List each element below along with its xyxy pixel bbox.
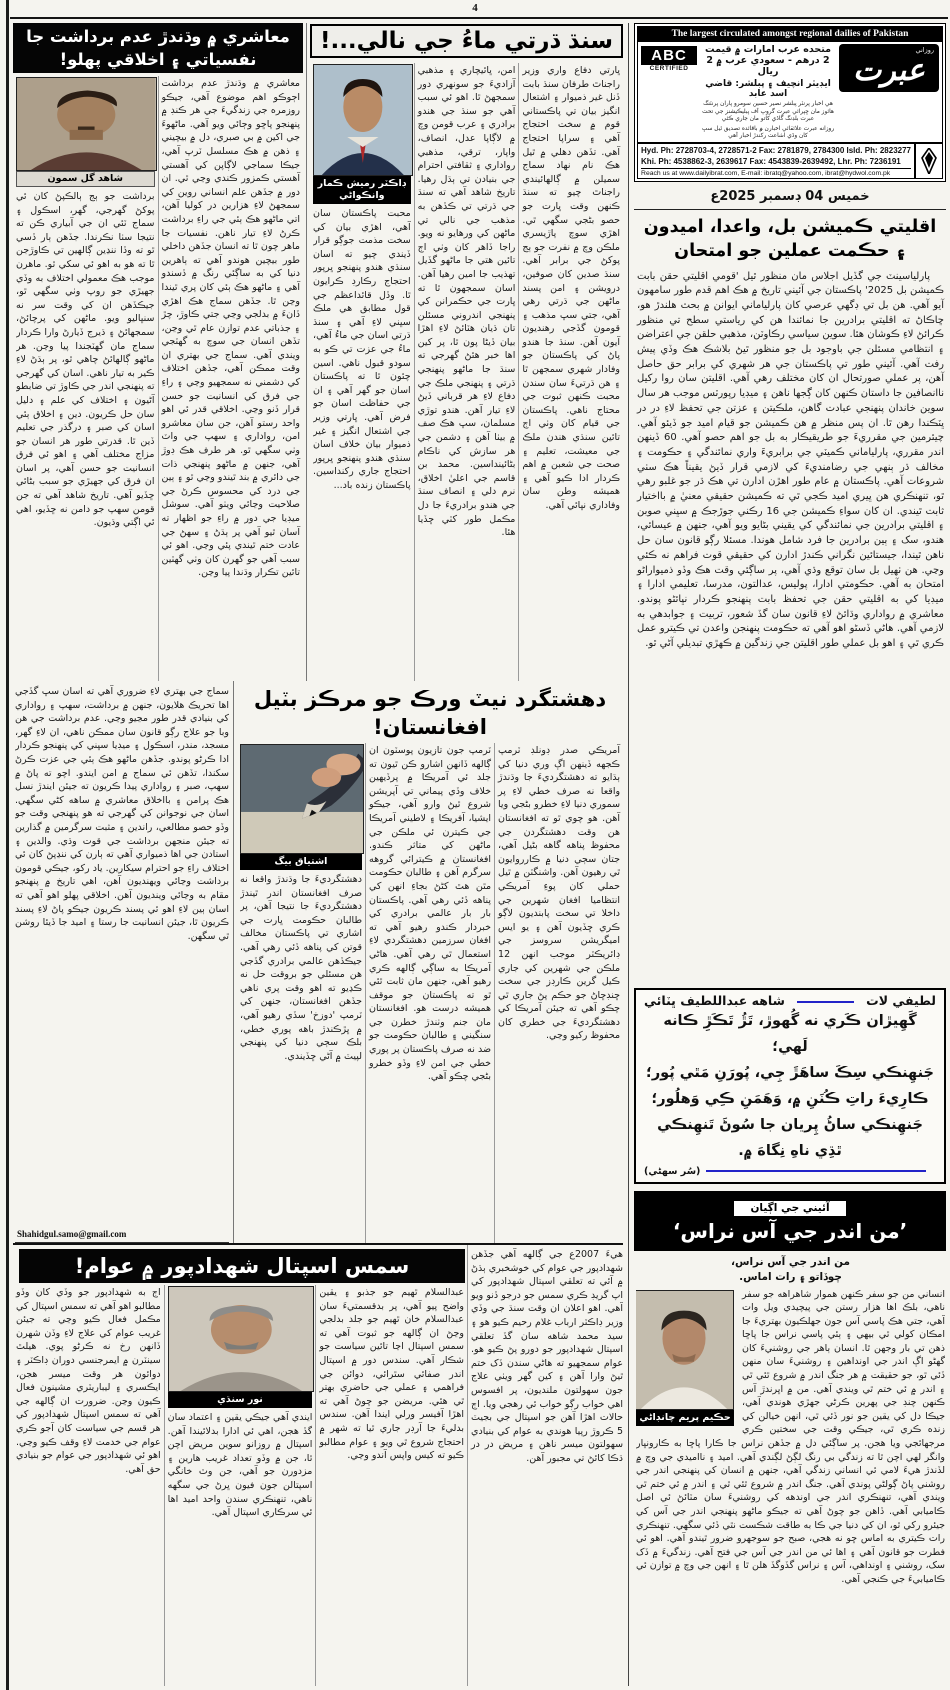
poem-attribution: (سُر سهڻي) (644, 1165, 701, 1177)
author-photo-ramesh (313, 64, 413, 176)
masthead-phones-1: Hyd. Ph: 2728703-4, 2728571-2 Fax: 2781879, 2784300 Isld. Ph: 2823277 (641, 145, 911, 155)
article-hospital (13, 1243, 623, 1686)
top-rule (10, 17, 948, 19)
hope-kicker: آئيني جي اڳيان (734, 1201, 845, 1216)
hospital-col-1: عبدالسلام ٿهيم جو جذبو ۽ يقين واضح پيو آهي، پر بدقسمتيءَ سان عبدالسلام خان ٿهيم جو جلد بدلجي وڃڻ ان ڳالهه جو ثبوت آهي ته سمس اسپتال اڃا تائين سياست جو شڪار آهي. سندس دور ۾ اسپتال اندر صفائي سٿرائي، دوائن جي فراهمي ۽ عملي جي حاضري بهتر ٿي هئي. مريضن جو چوڻ آهي ته اهڙا آفيسر ورلي ايندا آهن. سندس بدليءَ جا آرڊر جاري ٿيا ته شهر ۾ احتجاج شروع ٿي ويو ۽ عوام مطالبو ڪيو ته کيس واپس آندو وڃي. (319, 1287, 465, 1462)
blue-divider-bottom (706, 1170, 926, 1173)
portrait-icon (17, 78, 156, 170)
hope-quote-line-1: من اندر جي آس نراس، (730, 1255, 851, 1268)
psychology-headline: معاشري ۾ وڌندڙ عدم برداشت جا نفسياتي ۽ اخلاقي پهلو! (13, 23, 303, 73)
abc-certified-label: CERTIFIED (649, 65, 689, 72)
latifi-poet: شاهه عبداللطيف ڀٽائي (644, 992, 785, 1008)
hospital-headline: سمس اسپتال شهدادپور ۾ عوام! (19, 1249, 465, 1283)
psychology-col-1: معاشري ۾ وڌندڙ عدم برداشت اڄوڪو اهم موضوع آهي، جيڪو روزمره جي زندگيءَ جي هر ڪنڊ ۾ پنهنجو پاڇو وڄائي ويو آهي. ماڻهوءَ جي اکين ۾ بي صبري، دل ۾ بيچيني ۽ ذهن ۾ هڪ مسلسل ٽرپ آهي، جيڪا سماجي لاڳاپن کي آهستي آهستي ڪمزور ڪندي وڃي ٿي. ان دور ۾ جڏهن علم انساني روين کي سمجهڻ لاءِ هزارين در کوليا آهن، اتي ماڻهو هڪ ٻئي جي راءِ برداشت ڪرڻ لاءِ تيار ناهن. نفسيات جا ماهر چون ٿا ته انسان جڏهن داخلي طور بيچين هوندو آهي ته ٻاهرين دنيا کي به ساڳئي رنگ ۾ ڏسندو آهي ۽ ماڻهو هڪ ٻئي کان پري ٿيندا وڃن ٿا. جڏهن سماج هڪ اهڙي ڏانءَ ۾ بدلجي وڃي جتي ڪاوڙ، چڙ ۽ جذباتي عدم توازن عام ٿي وڃن، تڏهن انسان جي سوچ به گهٽجي ويندي آهي. سماج جي بهتري ان وقت ممڪن آهي، جڏهن اختلاف کي دشمني نه سمجهيو وڃي ۽ راءِ جي فرق کي انسانيت جو حسن قرار ڏنو وڃي. اخلاقي قدر ئي اهو واحد رستو آهن، جن سان معاشرو امن، رواداري ۽ سهپ جي واٽ وٺي سگهي ٿو. هر طرف هڪ ڊوڙ آهي، جنهن ۾ ماڻهو پنهنجي ذات جي دائري ۾ بند ٿيندو وڃي ٿو ۽ ٻين جي درد کي محسوس ڪرڻ جي صلاحيت وڃائي ويٺو آهي. سوشل ميڊيا جي دور ۾ راءِ جو اظهار ته آسان ٿيو آهي پر ٻڌڻ ۽ سهڻ جي عادت ختم ٿيندي پئي وڃي. اهو ئي سبب آهي جو گهرن کان وٺي گهٽين تائين تڪرار وڌندا پيا وڃن. (161, 78, 300, 579)
hospital-first-col: هيءَ 2007ع جي ڳالهه آهي جڏهن شهدادپور جي عوام کي خوشخبري ٻڌڻ ۾ آئي ته تعلقي اسپتال شهدادپور کي اپ گريڊ ڪري سمس جو درجو ڏنو ويو آهي. اهو اعلان ان وقت سنڌ جي وڏي وزير ڊاڪٽر ارباب غلام رحيم ڪيو هو ۽ سيد محمد شاهه سان گڏ تعلقي اسپتال شهدادپور جو دورو پڻ ڪيو هو. عوام سمجهيو ته هاڻي سندن ڏک ختم ٿيڻ وارا آهن ۽ کين گهر ويٺي علاج جون سهولتون ملنديون، پر افسوس اهي خواب رڳو خواب ئي رهجي ويا. اڄ حالات اهڙا آهن جو اسپتال جي بجيٽ 5 ڪروڙ رپيا هوندي به عوام کي بنيادي سهولتون ميسر ناهن ۽ مريض در در ڌڪا کائڻ تي مجبور آهن. (471, 1249, 624, 1464)
hope-headline: ’من اندر جي آس نراس‘ (672, 1218, 908, 1243)
author-email: Shahidgul.samo@gmail.com (15, 1224, 229, 1243)
masthead-phones-2: Khi. Ph: 4538862-3, 2639617 Fax: 4543839-2639492, Lhr. Ph: 7236191 (641, 156, 901, 166)
date-line: خميس 04 ڊسمبر 2025ع (634, 185, 946, 210)
hope-headline-box (634, 1191, 946, 1251)
poem-line-3: ڪارِيءَ راتِ ڪُنَنِ ۾، وَهَمَنِ ڪِي وَهلُور؛ (651, 1090, 929, 1107)
hospital-col-3: اڄ به شهدادپور جو وڏي کان وڏو مطالبو اهو آهي ته سمس اسپتال کي مڪمل فعال ڪيو وڃي ته جيئن غريب عوام کي علاج لاءِ وڏن شهرن ڏانهن رخ نه ڪرڻو پوي. هيلٿ سينٽرن ۾ ايمرجنسي دوران ڊاڪٽر ۽ دوائون هر وقت ميسر هجن، ايڪسري ۽ ليباريٽري مشينون فعال ڪيون وڃن. ضرورت ان ڳالهه جي آهي ته سمس اسپتال شهدادپور کي هر قسم جي سياست کان آجو ڪري عوام جي خدمت لاءِ وقف ڪيو وڃي. اهو ئي شهدادپور جي عوام جو بنيادي حق آهي. (16, 1287, 161, 1475)
latifi-laat-box (634, 988, 946, 1184)
article-minority-commission (634, 210, 946, 984)
abc-logo: ABC (641, 46, 697, 65)
blue-divider (797, 1001, 854, 1004)
hope-author-caption: حڪيم پريم چانڊاڻي (636, 1410, 734, 1426)
masthead-fineprint-2: روزانه عبرت علائقائي اخبارن ۾ باقائده تصديق ٿيل سڀ کان وڏي اشاعت رکندڙ اخبار آهي (701, 125, 835, 139)
pen-photo (240, 744, 364, 854)
page-number: 4 (472, 2, 478, 14)
page-edge-rule (6, 0, 9, 1690)
minority-body: پارلياسينٽ جي گڏيل اجلاس مان منظور ٿيل 'قومي اقليتي حقن بابت ڪميشن بل 2025' پاڪستان جي آئيني تاريخ ۾ هڪ اهم قدم طور سامهون آيو آهي. هن بل تي ڊگهي عرصي کان پارلياماني ايوانن ۾ بحث هلندڙ هو، ڇاڪاڻ ته اقليتي برادرين جا نمائندا هن کي رياستي سطح تي منظور ڪرائڻ لاءِ ڪوشان هئا. سوين سياسي رڪاوٽن، مذهبي حلقن جي اعتراضن ۽ انتظامي مسئلن جي باوجود بل جو منظور ٿيڻ بلاشڪ هڪ وڏي پيش رفت آهي. آئيني طور تي پاڪستان جي هر شهري کي برابر حق حاصل آهن، پر عملي صورتحال ان کان مختلف رهي آهي. اقليتن سان روا رکيل ناانصافين جا داستان ڪنهن کان ڳجها ناهن ۽ ميڊيا رپورٽس موجب هر سال سوين خاندان پنهنجي عبادت گاهن، ملڪيتن ۽ عزتن جي تحفظ لاءِ در در ڀٽڪندا رهن ٿا. ان پس منظر ۾ هن ڪميشن جو قيام اميد جو ڏيئو آهي. چيئرمين جي مقرريءَ جو طريقيڪار به بل جو اهم حصو آهي. 60 ڏينهن اندر مقرري، پارلياماني ڪميٽي جي برابريءَ واري نمائندگي ۽ حڪومت ۽ مخالف ڌر ٻنهي جي رضامنديءَ کي لازمي قرار ڏيڻ يقيناً هڪ سٺي شروعات آهي. پاڪستان ۾ عام طور اهڙن ادارن تي هڪ ڌر جو غلبو رهي ٿو، تنهنڪري هن ڀيري اميد ڪجي ٿي ته ڪميشن حقيقي معنيٰ ۾ بااختيار ثابت ٿيندي. ان کان سواءِ ڪميشن جي 16 رڪني جوڙجڪ ۾ سڀني صوبن ۽ اقليتي برادرين جي نمائندگي کي يقيني بڻايو ويو آهي، جنهن ۾ عيسائي، هندو، سک ۽ ٻين برادرين جا فرد شامل هوندا. مسئلا رڳو قانون سان حل ناهن ٿيندا، جيستائين نگراني ڪندڙ ادارن کي حقيقي قوت فراهم نه ڪئي وڃي. هن ٺهيل بل سان توقع وڌي آهي، پر ساڳئي وقت هڪ وڏو ذميواراڻو امتحان به آهي. حڪومتي ادارا، پوليس، عدالتون، مدرسا، تعليمي ادارا ۽ ميڊيا کي به اقليتي حقن جي تحفظ بابت پنهنجو ڪردار نڀائڻو پوندو. معاشري ۾ رواداري وڌائڻ لاءِ قانون سان گڏ شعور، تربيت ۽ جوابدهي به لازمي آهي. هاڻي ڏسڻو اهو آهي ته حڪومت پنهنجن واعدن تي ڪيترو عمل ڪري ٿي ۽ اهو بل عملي طور اقليتن جي زندگين ۾ ڪهڙي تبديلي آڻي ٿو. (637, 270, 944, 650)
ibrat-logo (839, 44, 939, 92)
author-photo-prem (636, 1290, 734, 1410)
hope-quote-line-2: چوڏاتو ۽ رات اماس. (739, 1270, 842, 1283)
masthead-editor-line: ايڊيٽر انچيف ۽ پبلشر: قاضي اسد عابد (705, 79, 831, 99)
sindh-col-3: محبت پاڪستان سان آهي، اهڙي بيان کي سخت مذمت جوڳو قرار ڏيندي چيو ته اسان سنڌي هندو پنهنجو ڀرپور احتجاج رڪارڊ ڪرايون ٿا. وڏل قائداعظم جي قول مطابق هي ملڪ سڀني لاءِ آهي ۽ سنڌ ڌرتي اسان جي ماءُ آهي، ماءُ جي عزت تي ڪو به سودو قبول ناهي. اسين چئون ٿا ته پاڪستان اسان جو گهر آهي ۽ ان جي حفاظت اسان جو فرض آهي. ڀارتي وزير جي اشتعال انگيز ۽ غير ذميوار بيان خلاف اسان سنڌي هندو پنهنجو ڀرپور احتجاج جاري رکنداسين. پاڪستان زنده باد... (313, 208, 411, 491)
minority-headline: اقليتي ڪميشن بل، واعدا، اميدون ۽ حڪمت عملين جو امتحان (643, 216, 937, 261)
hope-body-2: من ۾ اڀرندڙ آس ڪنهن چنڊ جي پهرين ڪرڻي جهڙي هوندي آهي، جيڪا دل کي يقين جو نور ڏئي ٿي، انهن خيالن کي زنده ڪري ٿي، جيڪي وقت جي سختين ڪري مرجهائجي ويا هجن. پر ساڳئي دل ۾ جڏهن نراس جا ڪارا پاڇا به ڪارونڀار وانگر لهي اچن ٿا ته زندگي بي رنگ لڳڻ لڳندي آهي. اميد ۽ نااميدي جي وچ ۾ لڏندڙ هيءَ لامي ئي انساني زندگي آهي، جنهن ۾ انسان کي پنهنجي اندر جي روشني پاڻ ڳولڻي پوندي آهي. جنگ اندر ۾ شروع ٿئي ٿي ۽ اندر ۾ ئي ختم ٿي ويندي آهي، تنهنڪري اندر جي اوندهه کي روشنيءَ سان مٽائڻ ئي اصل ڪاميابي آهي. ڏاهن جو چوڻ آهي ته جيڪو ماڻهو پنهنجي اندر جي آس کي جيئرو رکي ٿو، ان کي دنيا جي ڪا به طاقت شڪست نٿي ڏئي سگهي. تنهنڪري رات ڪيتري به اماس ڇو نه هجي، صبح جو سوجهرو ضرور ٿيندو آهي. اهو ئي فطرت جو قانون آهي ۽ اها ئي من اندر جي آس جي فتح آهي. زندگيءَ ۾ ڏک سک، روشني ۽ اونداهي، آس ۽ نراس گڏوگڏ هلن ٿا ۽ انهن جي وچ ۾ توازن ئي ڪاميابيءَ جي ڪنجي آهي. (636, 1383, 945, 1585)
poem-line-1: گَهِيڙان ڪَري نه گُهوڙ، تَڙُ تَڪَڙِ ڪانه لَهي؛ (663, 1012, 917, 1055)
hospital-author-caption: نور سنڌي (168, 1392, 313, 1408)
terror-col-2: ٽرمپ جون تازيون پوسٽون ان ڳالهه ڏانهن اشارو ڪن ٿيون ته جلد ئي آمريڪا ۾ پرڏيهين خلاف وڏي پيماني تي آپريشن شروع ٿيڻ وارو آهي، جيڪو ايشيا، آفريڪا ۽ لاطيني آمريڪا جي ڪيترن ئي ملڪن جي ماڻهن کي متاثر ڪندو. افغانستان ۾ ڪيترائي گروهه سرگرم آهن ۽ طالبان حڪومت مٿن هٿ کڻڻ بجاءِ انهن کي پناهه ڏئي رهي آهي. پاڪستان بار بار عالمي برادري کي خبردار ڪندو رهيو آهي ته افغان سرزمين دهشتگردي لاءِ استعمال ٿي رهي آهي. هاڻي آمريڪا به ساڳي ڳالهه ڪري رهيو آهي، جنهن مان ثابت ٿئي ٿو ته پاڪستان جو موقف هميشه درست هو. افغانستان مان جنم وٺندڙ خطرن جي سنگيني ۽ طالبان حڪومت جو ضد نه صرف پاڪستان پر پوري خطي جي امن لاءِ وڏو خطرو بڻجي چڪو آهي. (369, 745, 492, 1083)
masthead-tagline: The largest circulated amongst regional dailies of Pakistan (638, 27, 942, 42)
masthead-fineprint-1: هي اخبار پرنٽر پبلشر نصير حسين سومرو پاران پرنٽنگ هائوز مان ڇپرائي عبرت گروپ آف پبليڪيشنز جي تحت عبرت بلڊنگ گاڏي کاتو مان جاري ڪئي (702, 101, 834, 122)
sindh-author-caption: ڊاڪٽر رميش ڪمار وانڪواڻي (313, 176, 411, 204)
article-psychology-continued (13, 681, 234, 1243)
abc-certified-badge (641, 46, 697, 72)
portrait-icon (169, 1287, 314, 1391)
author-photo-shahid (16, 77, 157, 171)
psychology-author-caption: شاهد گل سمون (16, 171, 155, 187)
ibrat-logo-label: روزاني (915, 46, 934, 54)
article-psychology (13, 23, 307, 681)
terror-author-caption: اشتياق بيگ (240, 854, 362, 870)
terror-col-1: آمريڪي صدر ڊونلڊ ٽرمپ ڪجهه ڏينهن اڳ وري دنيا کي ٻڌايو ته دهشتگرديءَ جا وڌندڙ واقعا نه صرف خطي لاءِ پر سموري دنيا لاءِ خطرو بڻجي ويا آهن. هو چوي ٿو ته افغانستان هن وقت دهشتگردن جي محفوظ پناهه گاهه بڻيل آهي، جتان سڄي دنيا ۾ ڪارروايون ٿي رهيون آهن. واشنگٽن ۾ ٿيل حملي کان پوءِ آمريڪي انتظاميا افغان شهرين جي داخلا تي سخت پابنديون لاڳو ڪري ڇڏيون آهن ۽ يو ايس اميگريشن سروسز جي ڊائريڪٽر موجب انهن 12 ملڪن جي شهرين کي جاري ڪيل گرين ڪارڊز جي سخت ڇنڊڇاڻ جو حڪم پڻ جاري ٿي چڪو آهي ته جيئن آمريڪا کي دهشتگرديءَ جي خطري کان محفوظ رکيو وڃي. (498, 745, 621, 1042)
author-photo-noor (168, 1286, 315, 1392)
article-hope (634, 1251, 946, 1687)
sindh-col-1: ڀارتي دفاع واري وزير راجناٿ طرفان سنڌ بابت ڏنل غير ذميوار ۽ اشتعال انگيز بيان تي پاڪستاني قوم ۾ سخت احتجاج آهي ۽ سراپا احتجاج آهي. تڏهن دهلي ۾ ٿيل هڪ نام نهاد سماج سميلن ۾ ڳالهائيندي راجناٿ چيو ته سنڌ ڪنهن وقت ڀارت جو حصو بڻجي سگهي ٿي. اهڙي سوچ پاڙيسري ملڪن وچ ۾ نفرت جو ٻج پوکڻ جي برابر آهي. سنڌ صدين کان صوفين، درويشن ۽ امن پسند ماڻهن جي ڌرتي رهي آهي، جتي سڀ مذهب ۽ قومون گڏجي رهنديون آيون آهن. سنڌ جا هندو پاڻ کي پاڪستان جو وفادار شهري سمجهن ٿا ۽ هن ڌرتيءَ سان سندن محبت ڪنهن ثبوت جي محتاج ناهي. پاڪستان جي قيام کان وٺي اڄ تائين سنڌي هندن ملڪ جي معيشت، تعليم ۽ صحت جي شعبن ۾ اهم ڪردار ادا ڪيو آهي ۽ هميشه وطن سان وفاداري نڀائي آهي. (522, 65, 621, 511)
hope-body-1: انساني من جو سفر ڪنهن هموار شاهراهه جو سفر ناهي، بلڪ اها هزار رستن جي پيچيدي ويل وات آهي، جتي هڪ پاسي آس جون جهلڪيون بهتريءَ جا امڪان کولي ٿي بيهي ۽ ٻئي پاسي نراس جا پاڇا ذهن تي بار وجهن ٿا. انسان ٻاهر جي روشنيءَ کان گهڻو اڳ اندر جي اونداهين ۽ روشنيءَ سان منهن ڏئي ٿو، جو حقيقت ۾ هر جنگ اندر ۾ شروع ٿئي ٿي ۽ اندر ۾ ئي ختم ٿي ويندي آهي. (742, 1288, 945, 1395)
ibrat-logo-text: عبرت (853, 53, 925, 88)
poem-line-2: جَنهِنڪي سِڪَ ساهَڙَ جِي، پُورَنِ مَٿي پُور؛ (646, 1064, 934, 1081)
psychology-col-2: برداشت جو ٻج ٻالڪپڻ کان ئي پوکڻ گهرجي، گهر، اسڪول ۽ سماج ٽئي ان جي آبياري ڪن ته نتيجا سٺا نڪرندا. جڏهن ٻار ڏسي ٿو ته وڏا ننڍين ڳالهين تي ڪاوڙجن ٿا ته هو به اهو ئي سکي ٿو. ماهرن موجب هڪ معمولي اختلاف به وڏي جهيڙي جو روپ وٺي سگهي ٿو، جيڪڏهن ان کي وقت سر نه سنڀاليو ويو. ماڻهن کي پرچائڻ، سمجهائڻ ۽ ڌيرج ڏيارڻ وارا ڪردار سماج مان گهٽجندا پيا وڃن. هر ماڻهو ڳالهائڻ چاهي ٿو، پر ٻڌڻ لاءِ ڪير به تيار ناهي. اسان کي گهرجي ته پنهنجي اندر جي ڪاوڙ تي ضابطو آڻيون ۽ اختلاف کي علم ۽ دليل سان حل ڪريون. دين ۽ اخلاق ٻئي اسان کي صبر ۽ درگذر جي تعليم ڏين ٿا. قدرتي طور هر انسان جو مزاج مختلف آهي ۽ اهو ئي فرق انسانيت جو حسن آهي، پر اسان ان فرق کي جهيڙي جو سبب بڻائي ڇڏيو آهي. تاريخ شاهد آهي ته جن قومن سهپ جو دامن نه ڇڏيو، اهي ئي اڳتي وڌيون. (16, 191, 155, 529)
masthead (634, 23, 946, 182)
sindh-col-2: امن، ڀائيچاري ۽ مذهبي آزاديءَ جو سونهري دور سمجهڻ ٿا. اهو ئي سبب آهي جو سنڌ جي هندو برادري ۽ عرب قومن وچ ۾ لاڳاپا عدل، انصاف، واپار، ترقي، مذهبي رواداري ۽ ثقافتي احترام جي بنيادن تي ٻڌل رهيا. تاريخ شاهد آهي ته سنڌ جي ڌرتي تي ڪڏهن به مذهب جي نالي تي ماڻهن کي ورهايو نه ويو. راجا ڏاهر کان وٺي اڄ تائين هتي جا ماڻهو گڏيل تهذيب جا امين رهيا آهن. اسان سمجهون ٿا ته ڀارت جي حڪمرانن کي پنهنجي اندروني مسئلن تان ڌيان هٽائڻ لاءِ اهڙا بيان ڏيڻا پون ٿا، پر کين اها خبر هئڻ گهرجي ته سنڌ جا ماڻهو پنهنجي ڌرتي ۽ پنهنجي ملڪ جي دفاع لاءِ هر قرباني ڏيڻ لاءِ تيار آهن. هندو توڙي مسلمان، سڀ هڪ صف ۾ بيٺا آهن ۽ دشمن جي هر سازش کي ناڪام بڻائينداسين. محمد بن قاسم جي اعليٰ اخلاق، نرم دلي ۽ انصاف سنڌ جي هندو برادريءَ جا دل مڪمل طور کٽي ڇڏيا هئا. (417, 65, 516, 539)
portrait-icon (636, 1291, 733, 1409)
article-sindh-dharti (307, 23, 623, 681)
poem-line-4: جَنهِنڪي ساڻُ پِريان جا سُوڻَ تَنهِنڪي ٿڌِي ناهِ نِگاهَ ۾. (657, 1116, 923, 1159)
sindh-headline: سنڌ ڌرتي ماءُ جي نالي...! (310, 24, 623, 58)
masthead-contact-line: Reach us at www.dailyibrat.com, E-mail: ibratq@yahoo.com, ibrat@hydwol.com.pk (641, 168, 911, 177)
psychology-col-3: سماج جي بهتري لاءِ ضروري آهي ته اسان سڀ گڏجي اها تحريڪ هلايون، جنهن ۾ برداشت، سهپ ۽ رواداري کي بنيادي قدر طور مڃيو وڃي. عدم برداشت جي هن وبا جو علاج رڳو قانون سان ممڪن ناهي، ان لاءِ گهر، مسجد، مندر، اسڪول ۽ ميڊيا سڀني کي پنهنجو ڪردار ادا ڪرڻو پوندو. جڏهن ماڻهو هڪ ٻئي جي عزت ڪرڻ سکندا، تڏهن ئي سماج ۾ امن ايندو. اچو ته پاڻ ۾ سهپ، صبر ۽ رواداري پيدا ڪريون ته جيئن ايندڙ نسل هڪ پرامن ۽ بااخلاق معاشري ۾ ساهه کڻي سگهي. اسان جي نوجوانن کي گهرجي ته هو پنهنجي وقت جو وڏو حصو مطالعي، راندين ۽ مثبت سرگرمين ۾ گذارين ته جيئن منجهن برداشت جي قوت وڌي. والدين ۽ استادن جي اها ذميواري آهي ته ٻارن کي ننڍپڻ کان ئي اختلاف راءِ جو احترام سيکارين. ياد رکو، جيڪي قومون برداشت وڃائي ويهنديون آهن، اهي تاريخ ۾ پنهنجو مقام به وڃائي وينديون آهن. اخلاقي پهلو اهو آهي ته اسان ٻين لاءِ اهو ئي پسند ڪريون جيڪو پاڻ لاءِ پسند ڪريون ٿا، جيئن انسانيت جا رستا ۽ اميد جا ڏيئا روشن ٿي سگهن. (15, 686, 229, 942)
latifi-title: لطيفي لات (866, 992, 936, 1008)
terror-headline: دهشتگرد نيٽ ورڪ جو مرڪز بٽيل افغانستان! (253, 687, 607, 739)
fountain-pen-icon (241, 745, 363, 853)
article-terror-network (234, 681, 623, 1243)
portrait-icon (314, 65, 412, 175)
hospital-col-2: ايندي آهي جيڪي يقين ۽ اعتماد سان گڏ هجن، اهي ئي ادارا بدلائيندا آهن. اسپتال ۾ روزانو سوين مريض اچن ٿا، جن ۾ وڏو تعداد غريب هارين ۽ مزدورن جو آهي، جن وٽ خانگي اسپتالن جون فيون ڀرڻ جي سگهه ناهي، تنهنڪري سندن واحد اميد اها ئي سرڪاري اسپتال آهي. (167, 1412, 313, 1519)
terror-col-3: دهشتگرديءَ جا وڌندڙ واقعا نه صرف افغانستان اندر ٿيندڙ دهشتگرديءَ جا نتيجا آهن، پر طالبان حڪومت ڀارت جي اشاري تي پاڪستان مخالف قوتن کي پناهه ڏئي رهي آهي. جيڪڏهن عالمي برادري گڏجي هن مسئلي جو بروقت حل نه ڪڍيو ته اهو وقت پري ناهي جڏهن افغانستان، جنهن کي ٽرمپ 'دوزخ' سڏي رهيو آهي، ۾ ڀڙڪندڙ باهه پوري خطي، بلڪ سڄي دنيا کي پنهنجي لپيٽ ۾ آڻي ڇڏيندي. (240, 874, 363, 1062)
pen-nib-logo-icon (914, 144, 942, 178)
masthead-price-line: متحده عرب امارات ۾ قيمت 2 درهم - سعودي عرب ۾ 2 ريال (705, 44, 831, 77)
